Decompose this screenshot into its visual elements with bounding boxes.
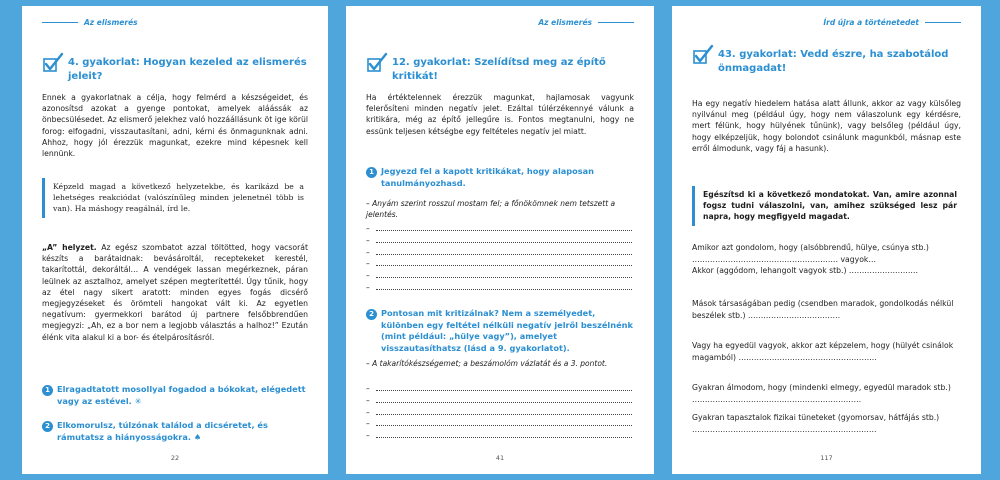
number-badge-icon: 2 xyxy=(366,309,377,320)
answer-line[interactable]: – xyxy=(366,406,634,418)
sentence-4[interactable]: Gyakran álmodom, hogy (mindenki elmegy, egyedül maradok stb.) ………………………………………………………… xyxy=(692,383,951,404)
page-number: 22 xyxy=(170,454,180,462)
situation-label: „A” helyzet. xyxy=(42,243,97,252)
running-head-text: Írd újra a történetedet xyxy=(823,18,919,27)
exercise-title-text: 4. gyakorlat: Hogyan kezeled az elismerés jeleit? xyxy=(68,57,307,82)
book-page-41 xyxy=(346,6,654,474)
running-head-rule xyxy=(42,22,78,23)
running-head-text: Az elismerés xyxy=(84,18,138,27)
sentence-1[interactable] xyxy=(692,242,961,277)
answer-line[interactable]: – xyxy=(366,429,634,441)
checklist-icon xyxy=(692,44,714,66)
answer-line[interactable]: – xyxy=(366,246,634,258)
book-page-22 xyxy=(22,6,328,474)
answer-lines-2 xyxy=(366,382,634,441)
answer-lines-1 xyxy=(366,222,634,293)
checklist-icon xyxy=(366,52,388,74)
page-number: 41 xyxy=(495,454,505,462)
option-2 xyxy=(42,420,308,443)
running-head-rule xyxy=(925,22,961,23)
exercise-title xyxy=(692,48,961,76)
number-badge-icon: 1 xyxy=(366,167,377,178)
instruction-box: Képzeld magad a következő helyzetekbe, és karikázd be a lehetséges reakciódat (valószínűleg minden jelenetnél több is van). Ha máshogy reagálnál, írd le. xyxy=(42,178,308,218)
option-text: Elragadtatott mosollyal fogadod a bókokat, elégedett vagy az estével. ✳ xyxy=(57,384,306,406)
question-text: Pontosan mit kritizálnak? Nem a személyedet, különben egy feltétel nélküli negatív jelről beszélnénk (mint például: „hülye vagy”), amelyet visszautasíthatsz (lásd a 9. gyakorlatot). xyxy=(381,308,633,353)
question-2 xyxy=(366,308,634,354)
example-answer: – Anyám szerint rosszul mostam fel; a főnökömnek nem tetszett a jelentés. xyxy=(366,199,616,219)
page-number: 117 xyxy=(820,454,833,462)
instruction-box: Egészítsd ki a következő mondatokat. Van, amire azonnal fogsz tudni válaszolni, van, amihez szükséged lesz pár napra, hogy megfigyeld magadat. xyxy=(692,186,961,226)
answer-line[interactable]: – xyxy=(366,222,634,234)
sentence-1-text: Amikor azt gondolom, hogy (alsóbbrendű, hülye, csúnya stb.) ………………………………………………… vagyok… xyxy=(692,243,929,264)
sentence-3[interactable]: Vagy ha egyedül vagyok, akkor azt képzelem, hogy (hülyét csinálok magamból) ……………………………………………… xyxy=(692,341,954,362)
option-text: Elkomorulsz, túlzónak találod a dicséretet, és rámutatsz a hiányosságokra. ♠ xyxy=(57,420,268,442)
answer-line[interactable]: – xyxy=(366,269,634,281)
checklist-icon xyxy=(42,52,64,74)
running-head-text: Az elismerés xyxy=(538,18,592,27)
exercise-title xyxy=(42,56,308,84)
situation-text: Az egész szombatot azzal töltötted, hogy vacsorát készíts a barátaidnak: bevásároltál, receptekeket kerestél, takarítottál, dekoráltál… A vendégek lassan megérkeznek, páran leülnek az asztalhoz, amelyet szépen megterítettél. Úgy tűnik, hogy az étel nagy sikert aratott: minden egyes fogás dicsérő megjegyzéseket és örömteli hangokat vált ki. Az egyetlen negatívum: gyermekkori barátod új partnere felsőbbrendűen megjegyzi: „Ah, ez a bor nem a legjobb választás a halhoz!” Ezután élénk vita alakul ki a bor- és ételpárosításról. xyxy=(42,243,309,342)
sentence-1b-text: Akkor (aggódom, lehangolt vagyok stb.) ……………………… xyxy=(692,266,919,275)
question-text: Jegyezd fel a kapott kritikákat, hogy alaposan tanulmányozhasd. xyxy=(381,166,595,188)
running-head xyxy=(823,18,961,27)
sentence-5[interactable]: Gyakran tapasztalok fizikai tüneteket (gyomorsav, hátfájás stb.) ……………………………………………………………… xyxy=(692,413,940,434)
number-badge-icon: 1 xyxy=(42,385,53,396)
option-1 xyxy=(42,384,308,407)
exercise-title xyxy=(366,56,634,84)
question-1 xyxy=(366,166,634,189)
example-answer: – A takarítókészségemet; a beszámolóm vázlatát és a 3. pontot. xyxy=(366,359,608,368)
exercise-title-text: 12. gyakorlat: Szelídítsd meg az építő kritikát! xyxy=(392,57,606,82)
number-badge-icon: 2 xyxy=(42,421,53,432)
answer-line[interactable]: – xyxy=(366,257,634,269)
answer-line[interactable]: – xyxy=(366,394,634,406)
intro-paragraph: Ha egy negatív hiedelem hatása alatt állunk, akkor az vagy külsőleg nyilvánul meg (például úgy, hogy nem válaszolunk egy kérdésre, mert félünk, hogy hülyének tűnünk), vagy belsőleg (például úgy, hogy elképzeljük, hogy bolondot csinálunk magunkból, másnap este erről álmodunk, vagy fáj a hasunk). xyxy=(692,99,961,153)
running-head xyxy=(538,18,634,27)
situation-paragraph xyxy=(42,242,308,343)
exercise-title-text: 43. gyakorlat: Vedd észre, ha szabotálod önmagadat! xyxy=(718,49,949,74)
answer-line[interactable]: – xyxy=(366,281,634,293)
answer-line[interactable]: – xyxy=(366,417,634,429)
book-page-117 xyxy=(672,6,981,474)
sentence-2[interactable]: Mások társaságában pedig (csendben maradok, gondolkodás nélkül beszélek stb.) ……………………………… xyxy=(692,299,954,320)
intro-paragraph: Ha értéktelennek érezzük magunkat, hajlamosak vagyunk felerősíteni minden negatív jelet. Ezáltal túlérzékennyé válunk a kritikára, még az építő jellegűre is. Fontos megtanulni, hogy ne essünk teljesen kétségbe egy feltételes negatív jel miatt. xyxy=(366,93,634,136)
answer-line[interactable]: – xyxy=(366,382,634,394)
running-head-rule xyxy=(598,22,634,23)
intro-paragraph: Ennek a gyakorlatnak a célja, hogy felmérd a készségeidet, és azonosítsd azokat a gyenge pontokat, amelyek aláássák az önbecsülésedet. Az elismerő jelekhez való hozzáállásunk öt ige körül forog: elfogadni, visszautasítani, adni, kérni és önmagunknak adni. Ahhoz, hogy jól érezzük magunkat, ezekre mind képesnek kell lennünk. xyxy=(42,93,308,159)
answer-line[interactable]: – xyxy=(366,234,634,246)
running-head xyxy=(42,18,138,27)
